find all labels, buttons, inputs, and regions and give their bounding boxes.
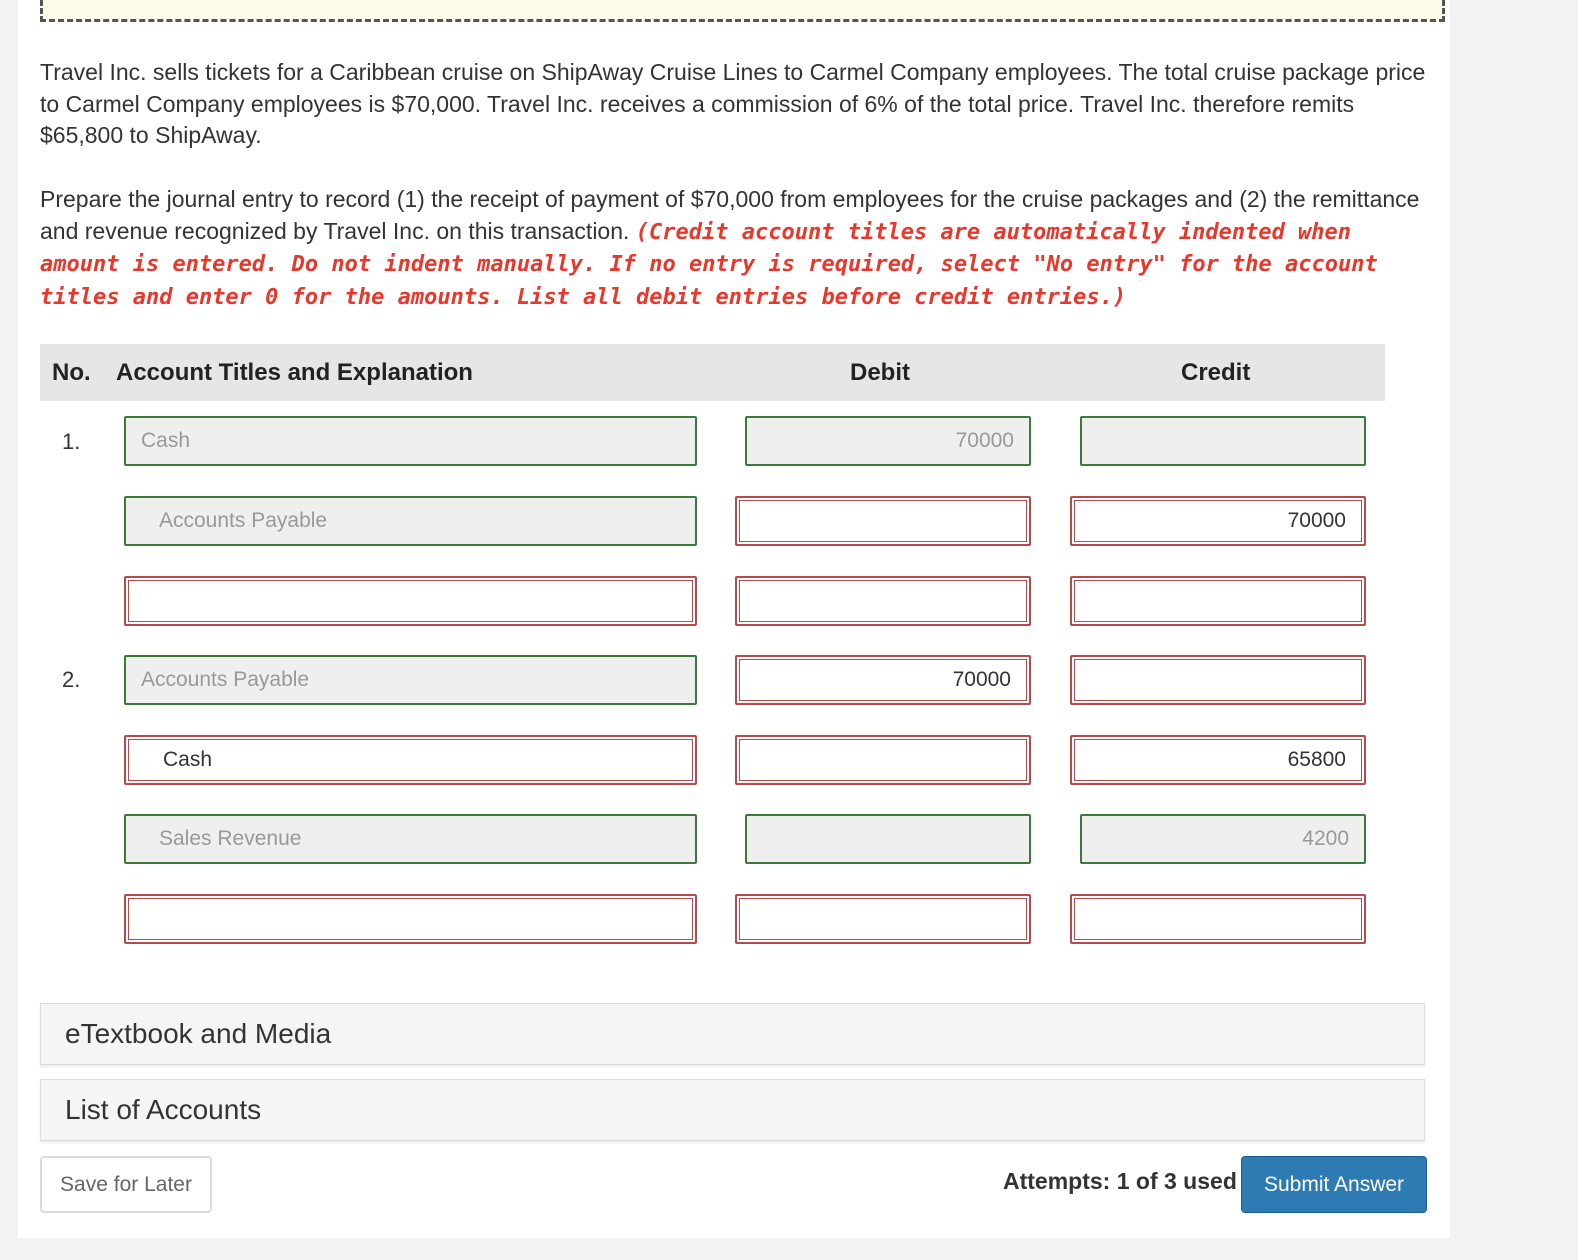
credit-field[interactable]: 4200 <box>1080 814 1366 864</box>
journal-table-header <box>40 344 1385 401</box>
debit-field[interactable] <box>745 814 1031 864</box>
debit-field[interactable] <box>735 894 1031 944</box>
debit-field[interactable]: 70000 <box>745 416 1031 466</box>
debit-field[interactable]: 70000 <box>735 655 1031 705</box>
header-account: Account Titles and Explanation <box>116 359 473 386</box>
account-field[interactable]: Cash <box>124 735 697 785</box>
list-of-accounts-label: List of Accounts <box>65 1094 262 1125</box>
debit-field[interactable] <box>735 735 1031 785</box>
attempts-counter: Attempts: 1 of 3 used <box>1003 1168 1237 1194</box>
problem-text: Travel Inc. sells tickets for a Caribbean cruise on ShipAway Cruise Lines to Carmel Company employees. The total cruise package price to Carmel Company employees is $70,000. Travel Inc. receives a commission of 6% of the total price. Travel Inc. therefore remits $65,800 to ShipAway. <box>40 59 1426 148</box>
account-field[interactable]: Accounts Payable <box>124 496 697 546</box>
debit-field[interactable] <box>735 576 1031 626</box>
header-no: No. <box>52 359 91 386</box>
account-field[interactable]: Sales Revenue <box>124 814 697 864</box>
header-debit: Debit <box>850 359 910 386</box>
header-credit: Credit <box>1181 359 1251 386</box>
etextbook-accordion[interactable] <box>40 1003 1425 1065</box>
credit-field[interactable]: 65800 <box>1070 735 1366 785</box>
instructions-note: (Credit account titles are automatically indented when amount is entered. Do not indent manually. If no entry is required, select "No entry" for the account titles and enter 0 for the amounts. List all debit entries before credit entries.) <box>40 219 1378 310</box>
account-field[interactable]: Cash <box>124 416 697 466</box>
problem-statement <box>40 57 1435 152</box>
credit-field[interactable] <box>1070 576 1366 626</box>
instructions <box>40 184 1435 313</box>
question-panel <box>18 0 1450 1238</box>
account-field[interactable] <box>124 894 697 944</box>
credit-field[interactable] <box>1070 655 1366 705</box>
account-field[interactable] <box>124 576 697 626</box>
credit-field[interactable] <box>1080 416 1366 466</box>
list-of-accounts-accordion[interactable] <box>40 1079 1425 1141</box>
account-field[interactable]: Accounts Payable <box>124 655 697 705</box>
save-for-later-button[interactable]: Save for Later <box>40 1156 212 1213</box>
entry-number: 2. <box>62 667 81 692</box>
instructions-text: Prepare the journal entry to record (1) the receipt of payment of $70,000 from employees for the cruise packages and (2) the remittance and revenue recognized by Travel Inc. on this transaction. <box>40 186 1420 244</box>
credit-field[interactable] <box>1070 894 1366 944</box>
etextbook-label: eTextbook and Media <box>65 1018 332 1049</box>
question-header-box <box>40 0 1445 22</box>
submit-answer-button[interactable]: Submit Answer <box>1241 1156 1427 1213</box>
entry-number: 1. <box>62 429 81 454</box>
credit-field[interactable]: 70000 <box>1070 496 1366 546</box>
debit-field[interactable] <box>735 496 1031 546</box>
